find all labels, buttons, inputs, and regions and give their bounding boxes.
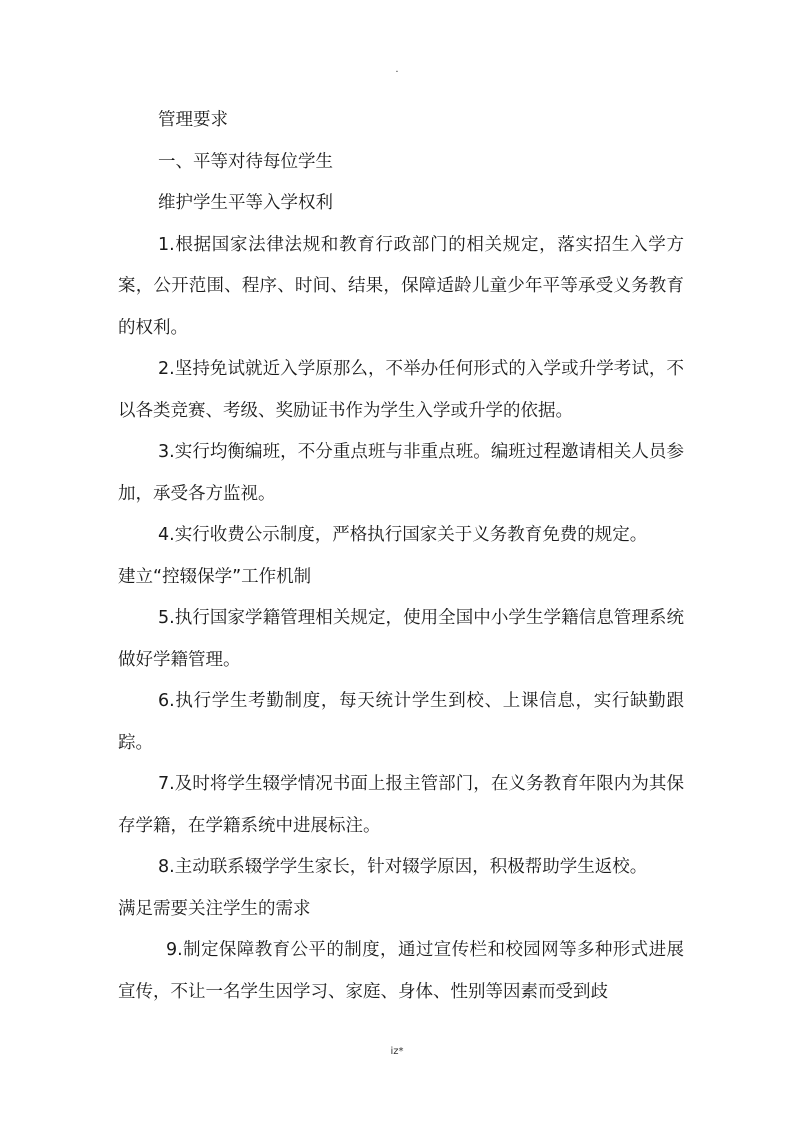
paragraph-9: 9.制定保障教育公平的制度，通过宣传栏和校园网等多种形式进展宣传，不让一名学生因学习、家庭、身体、性别等因素而受到歧 <box>118 940 684 1002</box>
paragraph-2: 2.坚持免试就近入学原那么，不举办任何形式的入学或升学考试，不以各类竞赛、考级、奖励证书作为学生入学或升学的依据。 <box>118 359 684 421</box>
paragraph-5: 5.执行国家学籍管理相关规定，使用全国中小学生学籍信息管理系统做好学籍管理。 <box>118 608 684 670</box>
subsection-heading-1: 维护学生平等入学权利 <box>158 193 333 213</box>
paragraph-7: 7.及时将学生辍学情况书面上报主管部门，在义务教育年限内为其保存学籍，在学籍系统中进展标注。 <box>118 774 684 836</box>
paragraph-6: 6.执行学生考勤制度，每天统计学生到校、上课信息，实行缺勤跟踪。 <box>118 691 684 753</box>
subsection-heading-2: 建立“控辍保学”工作机制 <box>118 566 312 587</box>
paragraph-8: 8.主动联系辍学学生家长，针对辍学原因，积极帮助学生返校。 <box>158 857 648 877</box>
page-header-mark: . <box>395 64 399 75</box>
page-footer-mark: iz* <box>390 1046 404 1057</box>
paragraph-4: 4.实行收费公示制度，严格执行国家关于义务教育免费的规定。 <box>158 525 648 545</box>
document-title: 管理要求 <box>158 110 228 130</box>
subsection-heading-3: 满足需要关注学生的需求 <box>118 898 311 919</box>
document-body <box>118 100 684 1013</box>
paragraph-1: 1.根据国家法律法规和教育行政部门的相关规定，落实招生入学方案，公开范围、程序、时间、结果，保障适龄儿童少年平等承受义务教育的权利。 <box>118 234 684 338</box>
section-heading-1: 一、平等对待每位学生 <box>158 151 333 172</box>
paragraph-3: 3.实行均衡编班，不分重点班与非重点班。编班过程邀请相关人员参加，承受各方监视。 <box>118 442 684 504</box>
